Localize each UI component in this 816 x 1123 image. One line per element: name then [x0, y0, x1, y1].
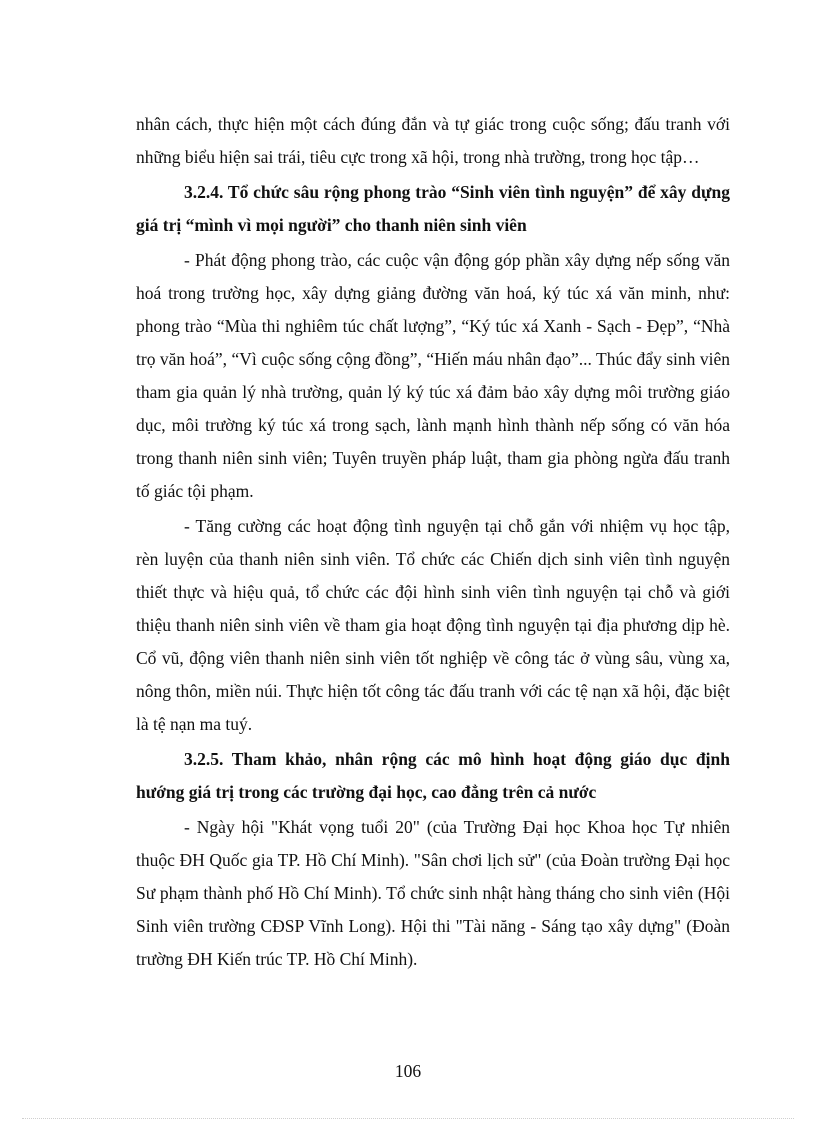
paragraph-education-models: - Ngày hội "Khát vọng tuổi 20" (của Trường Đại học Khoa học Tự nhiên thuộc ĐH Quốc gia TP. Hồ Chí Minh). "Sân chơi lịch sử" (của Đoàn trường Đại học Sư phạm thành phố Hồ Chí Minh). Tổ chức sinh nhật hàng tháng cho sinh viên (Hội Sinh viên trường CĐSP Vĩnh Long). Hội thi "Tài năng - Sáng tạo xây dựng" (Đoàn trường ĐH Kiến trúc TP. Hồ Chí Minh).: [136, 817, 730, 969]
paragraph-continuation: nhân cách, thực hiện một cách đúng đắn và tự giác trong cuộc sống; đấu tranh với những biểu hiện sai trái, tiêu cực trong xã hội, trong nhà trường, trong học tập…: [136, 114, 730, 167]
section-heading-3-2-4: 3.2.4. Tổ chức sâu rộng phong trào “Sinh viên tình nguyện” để xây dựng giá trị “mình vì mọi người” cho thanh niên sinh viên: [136, 182, 730, 235]
page-number: 106: [394, 1061, 422, 1081]
paragraph-volunteer-activities: - Tăng cường các hoạt động tình nguyện tại chỗ gắn với nhiệm vụ học tập, rèn luyện của thanh niên sinh viên. Tổ chức các Chiến dịch sinh viên tình nguyện thiết thực và hiệu quả, tổ chức các đội hình sinh viên tình nguyện tại chỗ và giới thiệu thanh niên sinh viên về tham gia hoạt động tình nguyện tại địa phương dịp hè. Cổ vũ, động viên thanh niên sinh viên tốt nghiệp về công tác ở vùng sâu, vùng xa, nông thôn, miền núi. Thực hiện tốt công tác đấu tranh với các tệ nạn xã hội, đặc biệt là tệ nạn ma tuý.: [136, 516, 730, 734]
section-heading-3-2-5: 3.2.5. Tham khảo, nhân rộng các mô hình hoạt động giáo dục định hướng giá trị trong các trường đại học, cao đẳng trên cả nước: [136, 749, 730, 802]
page-bottom-divider: [22, 1118, 794, 1119]
paragraph-volunteer-movement: - Phát động phong trào, các cuộc vận động góp phần xây dựng nếp sống văn hoá trong trường học, xây dựng giảng đường văn hoá, ký túc xá văn minh, như: phong trào “Mùa thi nghiêm túc chất lượng”, “Ký túc xá Xanh - Sạch - Đẹp”, “Nhà trọ văn hoá”, “Vì cuộc sống cộng đồng”, “Hiến máu nhân đạo”... Thúc đẩy sinh viên tham gia quản lý nhà trường, quản lý ký túc xá đảm bảo xây dựng môi trường giáo dục, môi trường ký túc xá trong sạch, lành mạnh hình thành nếp sống có văn hóa trong thanh niên sinh viên; Tuyên truyền pháp luật, tham gia phòng ngừa đấu tranh tố giác tội phạm.: [136, 250, 730, 501]
document-page: [136, 108, 730, 976]
